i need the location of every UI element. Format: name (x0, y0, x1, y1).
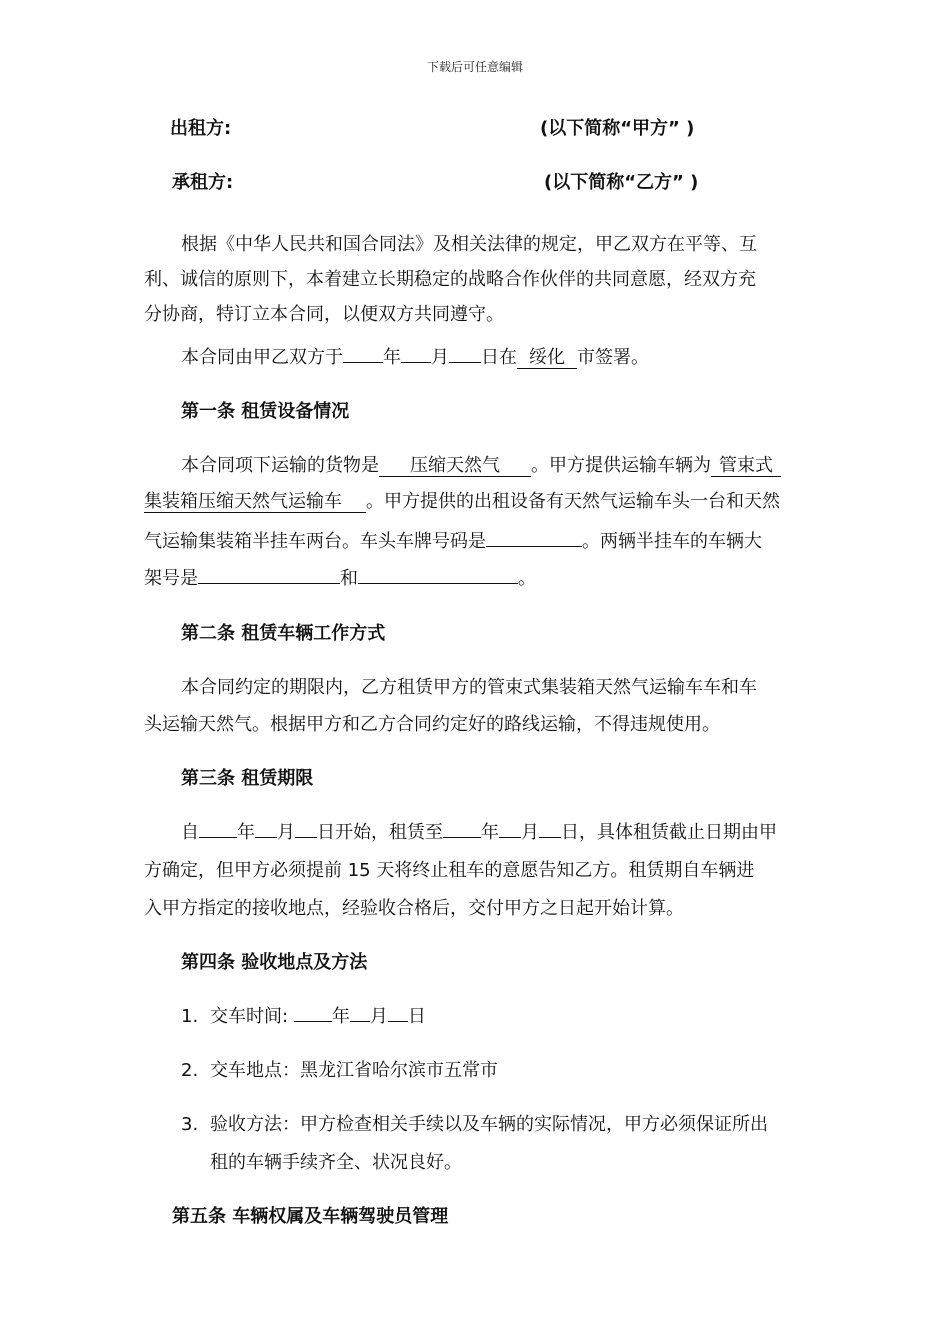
lease-end-month: 月 (521, 822, 539, 843)
delivery-year: 年 (331, 1006, 350, 1027)
article-1-text-8: 。 (518, 568, 536, 589)
signing-year-blank (343, 362, 383, 363)
delivery-month-blank (350, 1021, 370, 1022)
signing-text-1: 本合同由甲乙双方于 (181, 347, 343, 368)
signing-year: 年 (383, 347, 401, 368)
article-3-line-1 (181, 821, 950, 845)
lease-end-year-blank (443, 837, 481, 838)
list-item-number: 1. (181, 1006, 199, 1027)
list-item-continuation: 租的车辆手续齐全、状况良好。 (210, 1152, 462, 1173)
list-item-number: 2. (181, 1060, 199, 1081)
signing-line (181, 346, 950, 370)
lessee-label: 承租方: (172, 172, 234, 193)
lease-start-year-blank (199, 837, 237, 838)
article-1-line-3 (144, 530, 950, 554)
lease-start-year: 年 (237, 822, 255, 843)
article-1-text-5: 。两辆半挂车的车辆大 (582, 531, 762, 552)
lessor-suffix: (以下简称“甲方” ) (540, 118, 695, 139)
list-item-text: 验收方法：甲方检查相关手续以及车辆的实际情况，甲方必须保证所出 (210, 1114, 768, 1135)
lease-end-day-blank (539, 837, 561, 838)
article-1-line-2 (144, 490, 950, 514)
delivery-time-label: 交车时间: (210, 1006, 289, 1027)
list-item-text: 交车地点：黑龙江省哈尔滨市五常市 (210, 1060, 498, 1081)
vehicle-value-a: 管束式 (711, 456, 781, 477)
lease-start-month-blank (255, 837, 277, 838)
signing-text-2: 市签署。 (577, 347, 649, 368)
article-1-text-1: 本合同项下运输的货物是 (181, 455, 379, 476)
frame-number-blank-1 (198, 583, 340, 584)
article-1-text-7: 和 (340, 568, 358, 589)
signing-month-blank (401, 362, 431, 363)
lease-end-text: 日，具体租赁截止日期由甲 (561, 822, 777, 843)
article-1-title: 第一条 租赁设备情况 (181, 401, 350, 422)
signing-day: 日在 (481, 347, 517, 368)
delivery-month: 月 (369, 1006, 388, 1027)
cargo-value: 压缩天然气 (379, 456, 531, 477)
lease-start-day: 日开始，租赁至 (317, 822, 443, 843)
lessor-label: 出租方: (170, 118, 232, 139)
article-3-line-2: 方确定，但甲方必须提前 15 天将终止租车的意愿告知乙方。租赁期自车辆进 (144, 860, 755, 881)
signing-day-blank (449, 362, 481, 363)
delivery-day: 日 (407, 1006, 426, 1027)
article-2-title: 第二条 租赁车辆工作方式 (181, 623, 386, 644)
article-1-text-2: 。甲方提供运输车辆为 (531, 455, 711, 476)
article-1-text-3: 。甲方提供的出租设备有天然气运输车头一台和天然 (366, 491, 780, 512)
list-item-text (210, 1005, 426, 1029)
intro-line-3: 分协商，特订立本合同，以便双方共同遵守。 (144, 304, 504, 325)
list-item-number: 3. (181, 1114, 199, 1135)
intro-line-1: 根据《中华人民共和国合同法》及相关法律的规定，甲乙双方在平等、互 (181, 234, 757, 255)
lease-from-text: 自 (181, 822, 199, 843)
article-1-line-1 (181, 454, 950, 478)
article-5-title: 第五条 车辆权属及车辆驾驶员管理 (172, 1206, 449, 1227)
delivery-day-blank (388, 1021, 408, 1022)
article-1-text-6: 架号是 (144, 568, 198, 589)
lessee-suffix: (以下简称“乙方” ) (544, 172, 699, 193)
signing-month: 月 (431, 347, 449, 368)
delivery-year-blank (294, 1021, 332, 1022)
frame-number-blank-2 (358, 583, 518, 584)
lease-end-year: 年 (481, 822, 499, 843)
plate-number-blank (486, 546, 582, 547)
article-2-line-1: 本合同约定的期限内，乙方租赁甲方的管束式集装箱天然气运输车车和车 (181, 677, 757, 698)
lease-start-month: 月 (277, 822, 295, 843)
article-1-line-4 (144, 567, 950, 591)
vehicle-value-b: 集装箱压缩天然气运输车 (144, 492, 366, 513)
header-note: 下载后可任意编辑 (426, 60, 523, 74)
lease-start-day-blank (295, 837, 317, 838)
signing-city: 绥化 (517, 348, 577, 369)
article-3-title: 第三条 租赁期限 (181, 768, 314, 789)
article-2-line-2: 头运输天然气。根据甲方和乙方合同约定好的路线运输，不得违规使用。 (144, 714, 720, 735)
article-4-title: 第四条 验收地点及方法 (181, 952, 368, 973)
lease-end-month-blank (499, 837, 521, 838)
intro-line-2: 利、诚信的原则下，本着建立长期稳定的战略合作伙伴的共同意愿，经双方充 (144, 269, 756, 290)
article-1-text-4: 气运输集装箱半挂车两台。车头车牌号码是 (144, 531, 486, 552)
article-3-line-3: 入甲方指定的接收地点，经验收合格后，交付甲方之日起开始计算。 (144, 898, 684, 919)
